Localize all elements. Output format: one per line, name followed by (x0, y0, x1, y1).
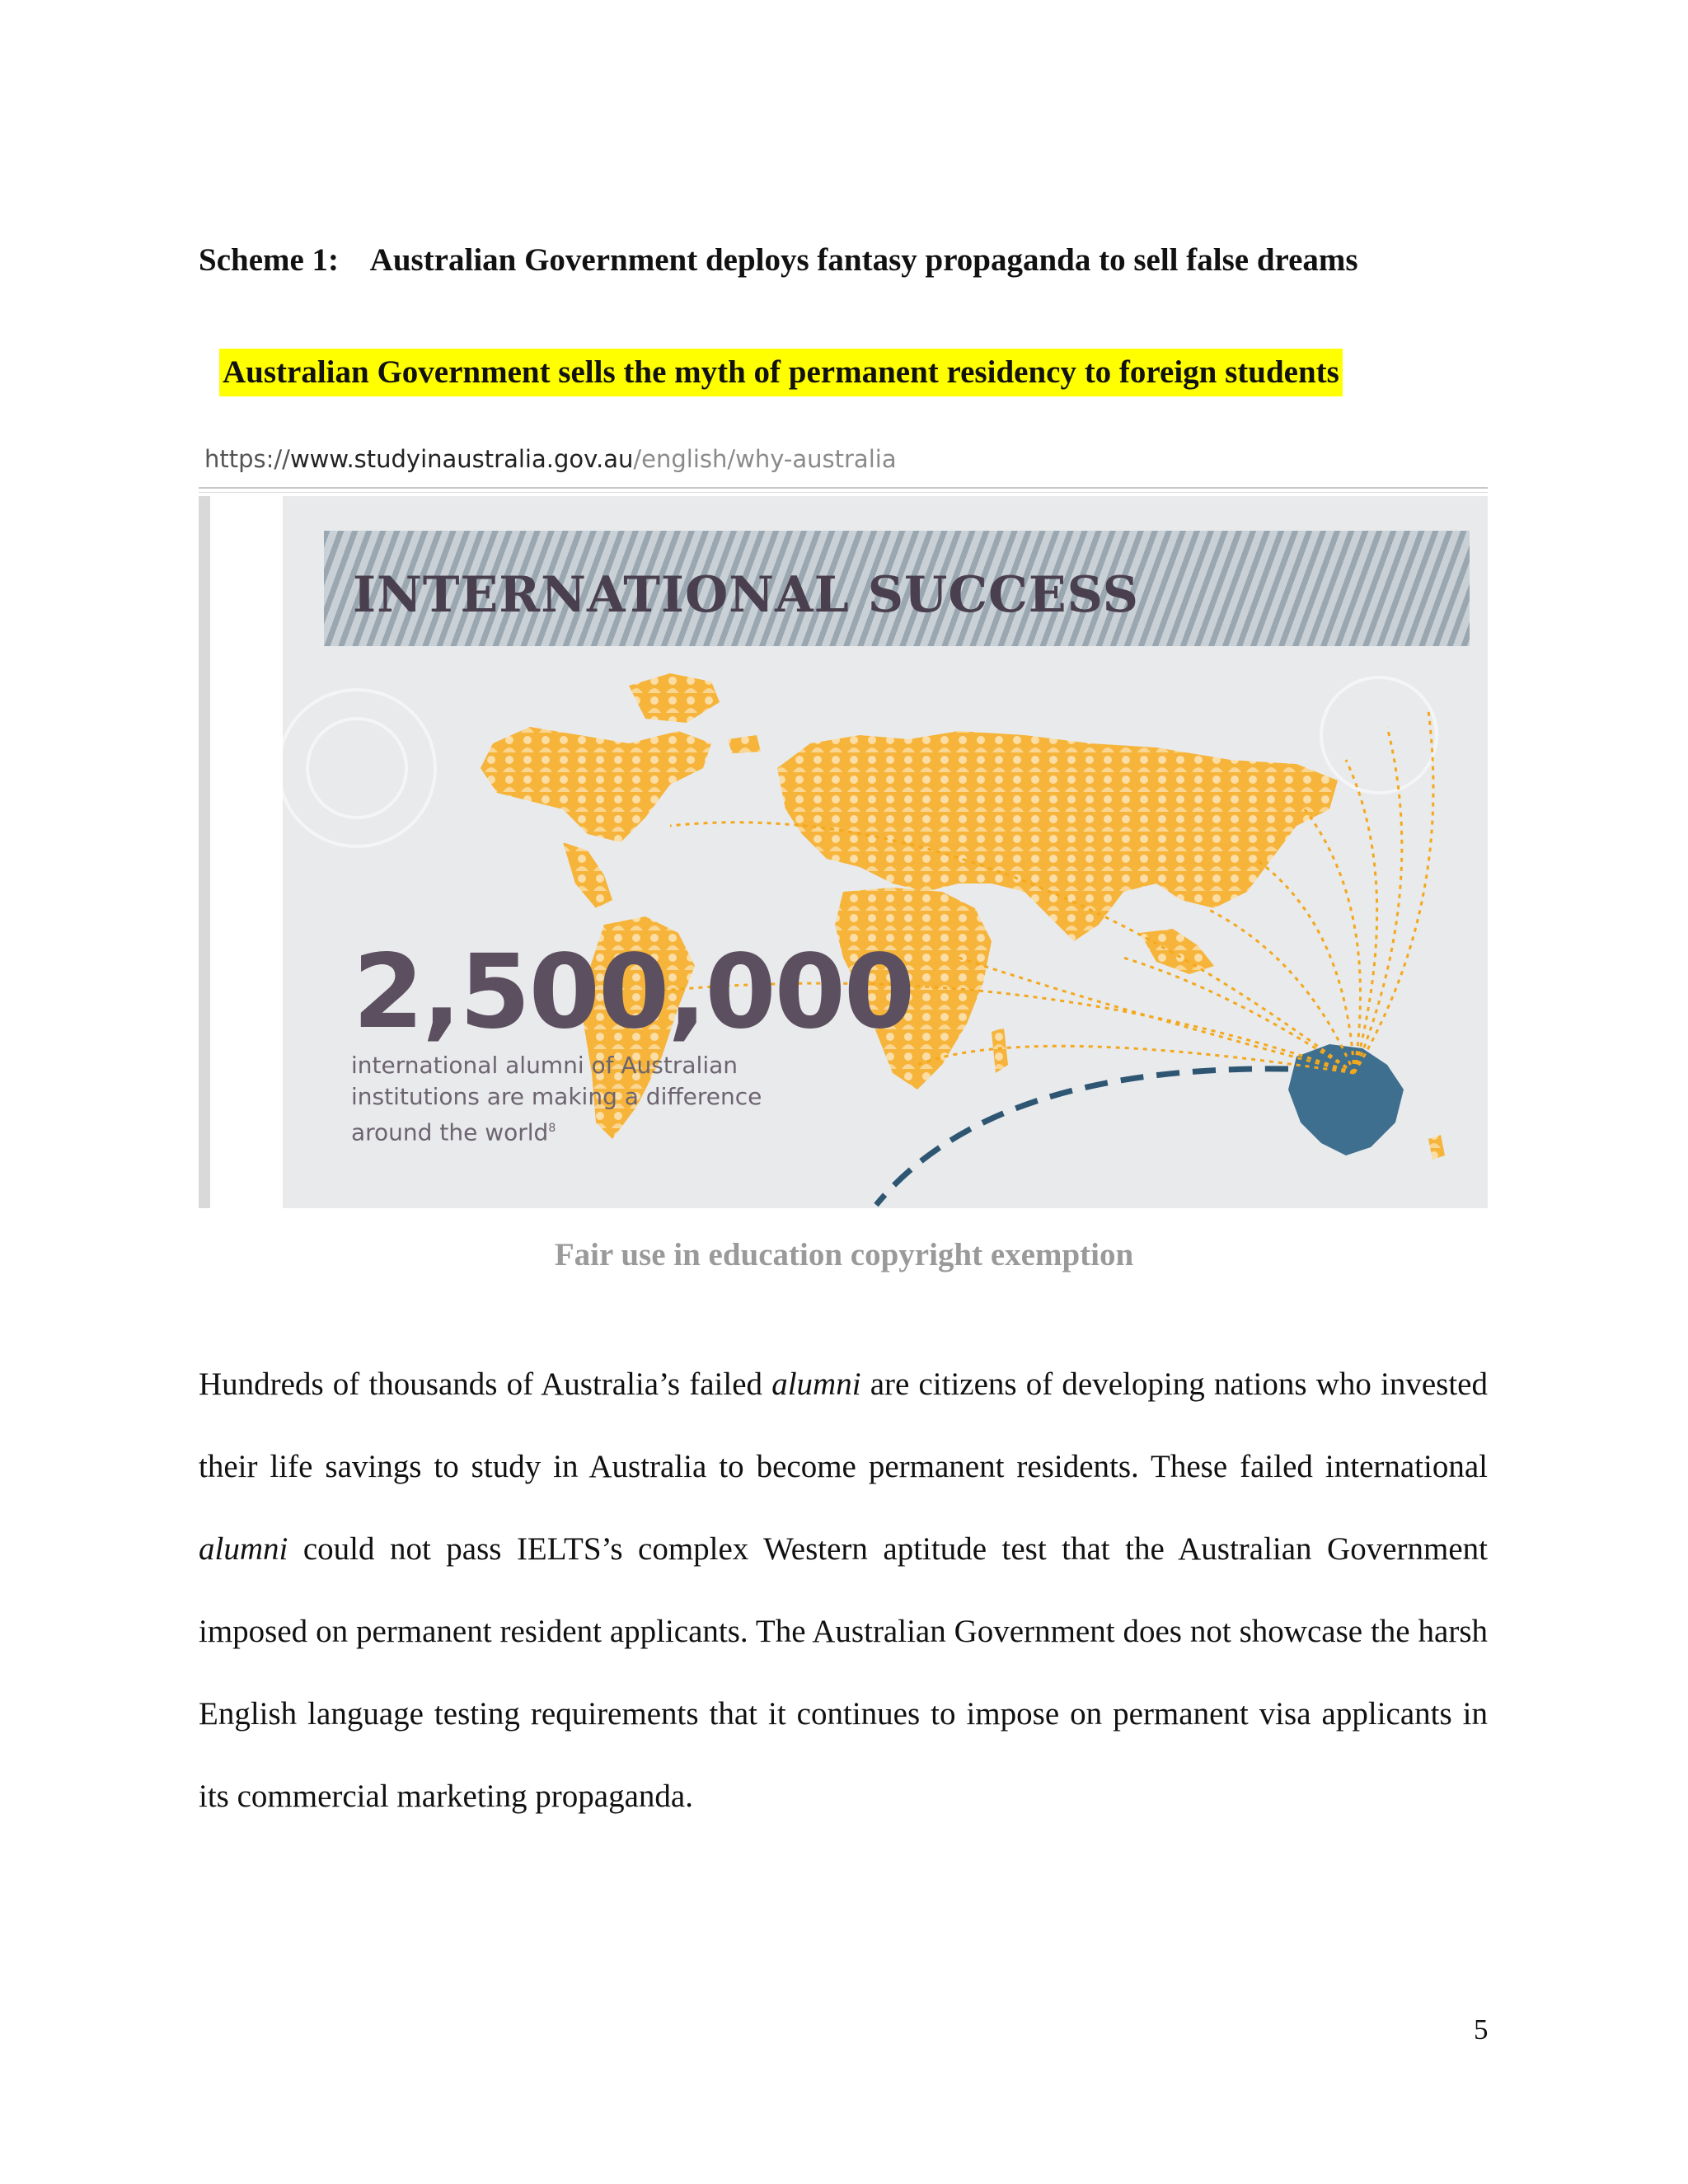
body-emphasis-1: alumni (771, 1366, 861, 1402)
alumni-count: 2,500,000 (353, 933, 914, 1052)
highlighted-subheading: Australian Government sells the myth of permanent residency to foreign students (219, 349, 1343, 396)
footnote-mark: 8 (548, 1122, 556, 1135)
url-path: /english/why-australia (633, 445, 897, 473)
international-success-graphic (283, 496, 1488, 1208)
australia-shape (1288, 1044, 1404, 1155)
body-text-2: are citizens of developing nations who invested their life savings to study in Australia to become permanent residents. These failed international (199, 1366, 1488, 1484)
url-prefix: https:// (204, 445, 290, 473)
alumni-description (351, 1050, 813, 1148)
body-text-1: Hundreds of thousands of Australia’s failed (199, 1366, 772, 1402)
body-emphasis-2: alumni (199, 1531, 288, 1567)
banner-title: INTERNATIONAL SUCCESS (353, 566, 1139, 624)
url-domain: www.studyinaustralia.gov.au (289, 445, 634, 473)
browser-divider (199, 487, 1488, 489)
scheme-number: Scheme 1: (199, 242, 340, 278)
dashed-arc (876, 1069, 1288, 1205)
scheme-heading (199, 241, 1493, 279)
central-america-shape (563, 842, 612, 908)
body-text-3: could not pass IELTS’s complex Western aptitude test that the Australian Government imposed on permanent resident applicants. The Australian Government does not showcase the harsh English language testing requirements that it continues to impose on permanent visa applicants in its commercial marketing propaganda. (199, 1531, 1488, 1814)
page-number: 5 (1474, 2013, 1489, 2046)
screenshot-left-edge (199, 496, 210, 1208)
greenland-shape (629, 673, 720, 723)
scheme-title: Australian Government deploys fantasy propaganda to sell false dreams (369, 242, 1358, 278)
alumni-description-text: international alumni of Australian institutions are making a difference around the world (351, 1052, 762, 1146)
body-paragraph (199, 1343, 1488, 1838)
image-caption: Fair use in education copyright exemption (554, 1237, 1134, 1272)
source-url[interactable] (204, 445, 897, 473)
browser-divider-secondary (199, 492, 1488, 493)
